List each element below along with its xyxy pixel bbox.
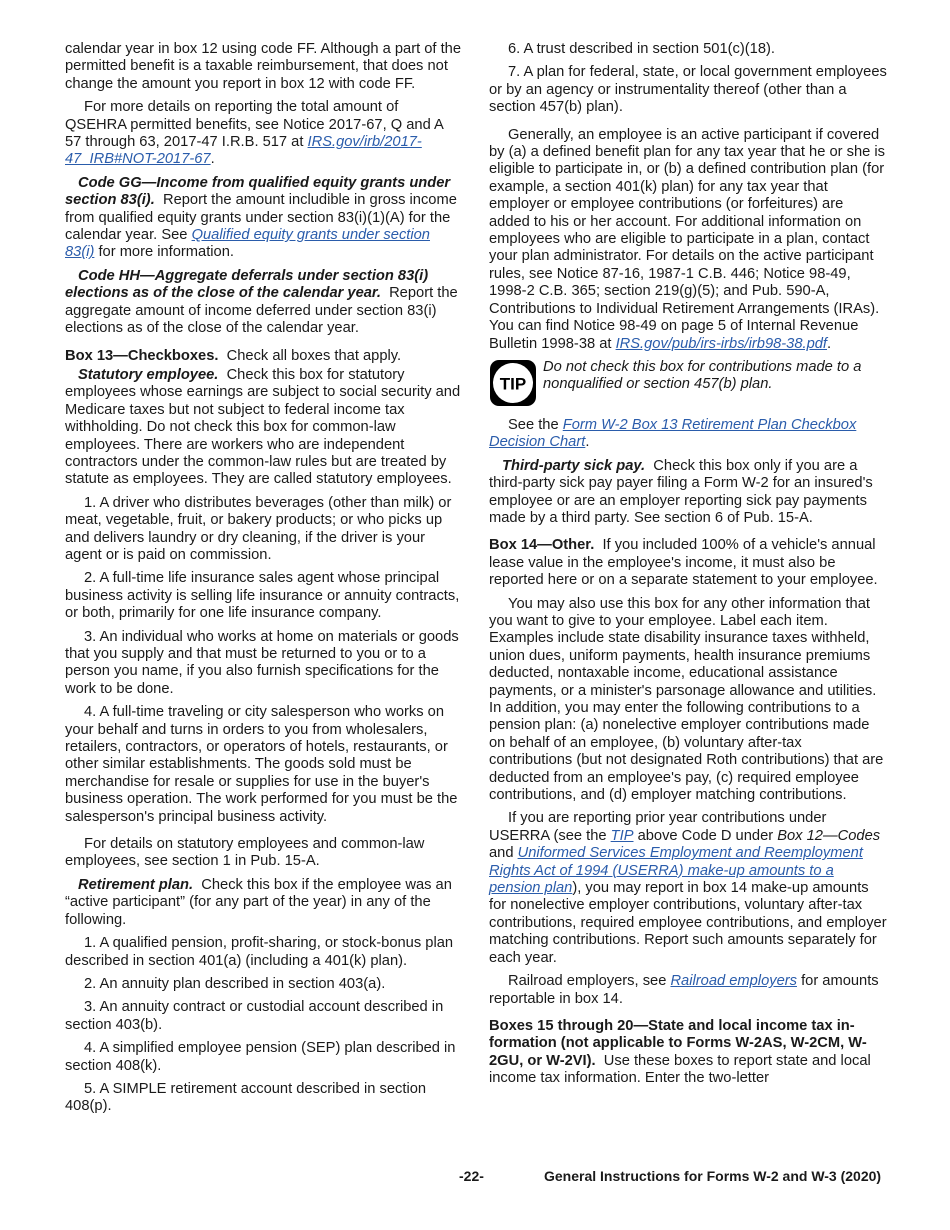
paragraph-ff-continued: calendar year in box 12 using code FF. Although a part of the permitted benefit is a taxable reimbursement, that does not change the amount you report in box 12 with code FF. bbox=[65, 41, 462, 92]
paragraph-see-chart: See the Form W-2 Box 13 Retirement Plan Checkbox Decision Chart. bbox=[489, 416, 857, 451]
heading-code-gg: Code GG—Income from qualified equity grants under section 83(i). bbox=[65, 174, 451, 209]
list-item-statutory-4: 4. A full-time traveling or city salesperson who works on your behalf and turns in orders to you from wholesalers, retailers, contractors, or operators of hotels, restaurants, or other similar establishments. The goods sold must be merchandise for resale or supplies for use in the buyer's business operation. The work performed for you must be the salesperson's principal business activity. bbox=[65, 704, 458, 825]
page-footer bbox=[0, 1168, 950, 1188]
tip-text: Do not check this box for contributions made to a nonqualified or section 457(b) plan. bbox=[543, 358, 862, 393]
list-item-retirement-4: 4. A simplified employee pension (SEP) plan described in section 408(k). bbox=[65, 1040, 456, 1074]
paragraph-active-participant: Generally, an employee is an active participant if covered by (a) a defined benefit plan for any tax year that he or she is eligible to participate in, or (b) a defined contribution plan (for example, a section 401(k) plan) for any tax year that employer or employee contributions (or forfeitures) are added to his or her account. For additional information on employees who are eligible to participate in a plan, contact your plan administrator. For details on the active participant rules, see Notice 87-16, 1987-1 C.B. 446; Notice 98-49, 1998-2 C.B. 365; section 219(g)(5); and Pub. 590-A, Contributions to Individual Retirement Arrangements (IRAs). You can find Notice 98-49 on page 5 of Internal Revenue Bulletin 1998-38 at IRS.gov/pub/irs-irbs/irb98-38.pdf. bbox=[489, 126, 885, 352]
list-item-retirement-7: 7. A plan for federal, state, or local government employees or by an agency or instrumentality thereof (other than a section 457(b) plan). bbox=[489, 64, 887, 116]
paragraph-third-party-sick-pay: Third-party sick pay. Check this box only if you are a third-party sick pay payer filing a Form W-2 for an insured's employee or are an employer reporting sick pay payments made by a third party. See section 6 of Pub. 15-A. bbox=[489, 457, 873, 526]
paragraph-statutory-details: For details on statutory employees and common-law employees, see section 1 in Pub. 15-A. bbox=[65, 836, 425, 870]
heading-statutory-employee: Statutory employee. bbox=[78, 366, 219, 383]
link-userra-make-up-amounts[interactable]: Uniformed Services Employment and Reemployment Rights Act of 1994 (USERRA) make-up amounts to a pension plan bbox=[489, 845, 863, 897]
heading-box-14: Box 14—Other. bbox=[489, 537, 595, 554]
list-item-statutory-3: 3. An individual who works at home on materials or goods that you supply and that must be returned to you or to a person you name, if you also furnish specifications for the work to be done. bbox=[65, 628, 459, 697]
list-item-statutory-2: 2. A full-time life insurance sales agent whose principal business activity is selling life insurance or annuity contracts, or both, primarily for one life insurance company. bbox=[65, 570, 460, 622]
list-item-retirement-2: 2. An annuity plan described in section 403(a). bbox=[84, 975, 386, 992]
heading-code-hh: Code HH—Aggregate deferrals under section 83(i) elections as of the close of the calendar year. bbox=[65, 267, 429, 302]
paragraph-retirement-plan: Retirement plan. Check this box if the employee was an “active participant” (for any part of the year) in any of the following. bbox=[65, 876, 452, 928]
paragraph-userra-prior-year: If you are reporting prior year contributions under USERRA (see the TIP above Code D under Box 12—Codes and Uniformed Services Employment and Reemployment Rights Act of 1994 (USERRA) make-up amounts to a pension plan), you may report in box 14 make-up amounts for nonelective employer contributions, voluntary after-tax contributions, required employee contributions, and employer matching contributions. Report such amounts separately for each year. bbox=[489, 810, 887, 966]
paragraph-code-hh: Code HH—Aggregate deferrals under section 83(i) elections as of the close of the calendar year. Report the aggregate amount of income deferred under section 83(i) elections as of the close of the calendar year. bbox=[65, 267, 458, 337]
link-irb-2017-47[interactable]: IRS.gov/irb/2017-47_IRB#NOT-2017-67 bbox=[65, 134, 422, 168]
list-item-retirement-5: 5. A SIMPLE retirement account described in section 408(p). bbox=[65, 1080, 427, 1115]
heading-retirement-plan: Retirement plan. bbox=[78, 876, 194, 893]
paragraph-boxes-15-20: Boxes 15 through 20—State and local income tax in-formation (not applicable to Forms W-2AS, W-2CM, W-2GU, or W-2VI). Use these boxes to report state and local income tax information. Enter the two-letter bbox=[489, 1017, 871, 1087]
paragraph-box-14: Box 14—Other. If you included 100% of a vehicle's annual lease value in the employee's income, it must also be reported here or on a separate statement to your employee. bbox=[489, 537, 878, 589]
link-tip[interactable]: TIP bbox=[610, 827, 634, 844]
heading-third-party-sick-pay: Third-party sick pay. bbox=[502, 457, 646, 474]
paragraph-railroad-employers: Railroad employers, see Railroad employers for amounts reportable in box 14. bbox=[489, 973, 879, 1007]
list-item-retirement-3: 3. An annuity contract or custodial account described in section 403(b). bbox=[65, 999, 444, 1033]
paragraph-qsehra-details: For more details on reporting the total amount of QSEHRA permitted benefits, see Notice 2017-67, Q and A 57 through 63, 2017-47 I.R.B. 517 at IRS.gov/irb/2017-47_IRB#NOT-2017-67. bbox=[65, 99, 444, 168]
paragraph-other-information: You may also use this box for any other information that you want to give to your employee. Label each item. Examples include state disability insurance taxes withheld, union dues, uniform payments, health insurance premiums deducted, nontaxable income, educational assistance payments, or a minister's parsonage allowance and utilities. In addition, you may enter the following contributions to a pension plan: (a) nonelective employer contributions made on behalf of an employee, (b) voluntary after-tax contributions (but not designated Roth contributions) that are deducted from an employee's pay, (c) required employee contributions, and (d) employer matching contributions. bbox=[489, 595, 884, 804]
right-column bbox=[489, 41, 887, 1094]
paragraph-box-13: Box 13—Checkboxes. Check all boxes that apply. bbox=[65, 347, 402, 364]
link-irb98-38[interactable]: IRS.gov/pub/irs-irbs/irb98-38.pdf bbox=[615, 335, 828, 352]
tip-icon-label: TIP bbox=[499, 374, 527, 394]
link-retirement-plan-decision-chart[interactable]: Form W-2 Box 13 Retirement Plan Checkbox Decision Chart bbox=[489, 416, 857, 451]
paragraph-code-gg: Code GG—Income from qualified equity grants under section 83(i). Report the amount includible in gross income from qualified equity grants under section 83(i)(1)(A) for the calendar year. See Qualified equity grants under section 83(i) for more information. bbox=[65, 174, 457, 261]
link-railroad-employers[interactable]: Railroad employers bbox=[670, 973, 797, 990]
heading-boxes-15-20: Boxes 15 through 20—State and local income tax in-formation (not applicable to Forms W-2AS, W-2CM, W-2GU, or W-2VI). bbox=[489, 1017, 867, 1069]
page-number: -22- bbox=[459, 1168, 484, 1184]
link-qualified-equity-grants[interactable]: Qualified equity grants under section 83(i) bbox=[65, 227, 430, 261]
heading-box-13: Box 13—Checkboxes. bbox=[65, 347, 219, 364]
left-column bbox=[65, 41, 461, 1122]
tip-icon bbox=[489, 359, 537, 407]
list-item-statutory-1: 1. A driver who distributes beverages (other than milk) or meat, vegetable, fruit, or bakery products; or who picks up and delivers laundry or dry cleaning, if the driver is your agent or is paid on commission. bbox=[65, 494, 452, 563]
paragraph-statutory-employee: Statutory employee. Check this box for statutory employees whose earnings are subject to social security and Medicare taxes but not subject to federal income tax withholding. Do not check this box for common-law employees. There are workers who are independent contractors under the common-law rules but are treated by statute as employees. They are called statutory employees. bbox=[65, 366, 461, 488]
list-item-retirement-1: 1. A qualified pension, profit-sharing, or stock-bonus plan described in section 401(a) (including a 401(k) plan). bbox=[65, 935, 454, 969]
tip-box bbox=[489, 359, 887, 407]
footer-title: General Instructions for Forms W-2 and W-3 (2020) bbox=[544, 1168, 882, 1184]
list-item-retirement-6: 6. A trust described in section 501(c)(18). bbox=[508, 41, 775, 57]
